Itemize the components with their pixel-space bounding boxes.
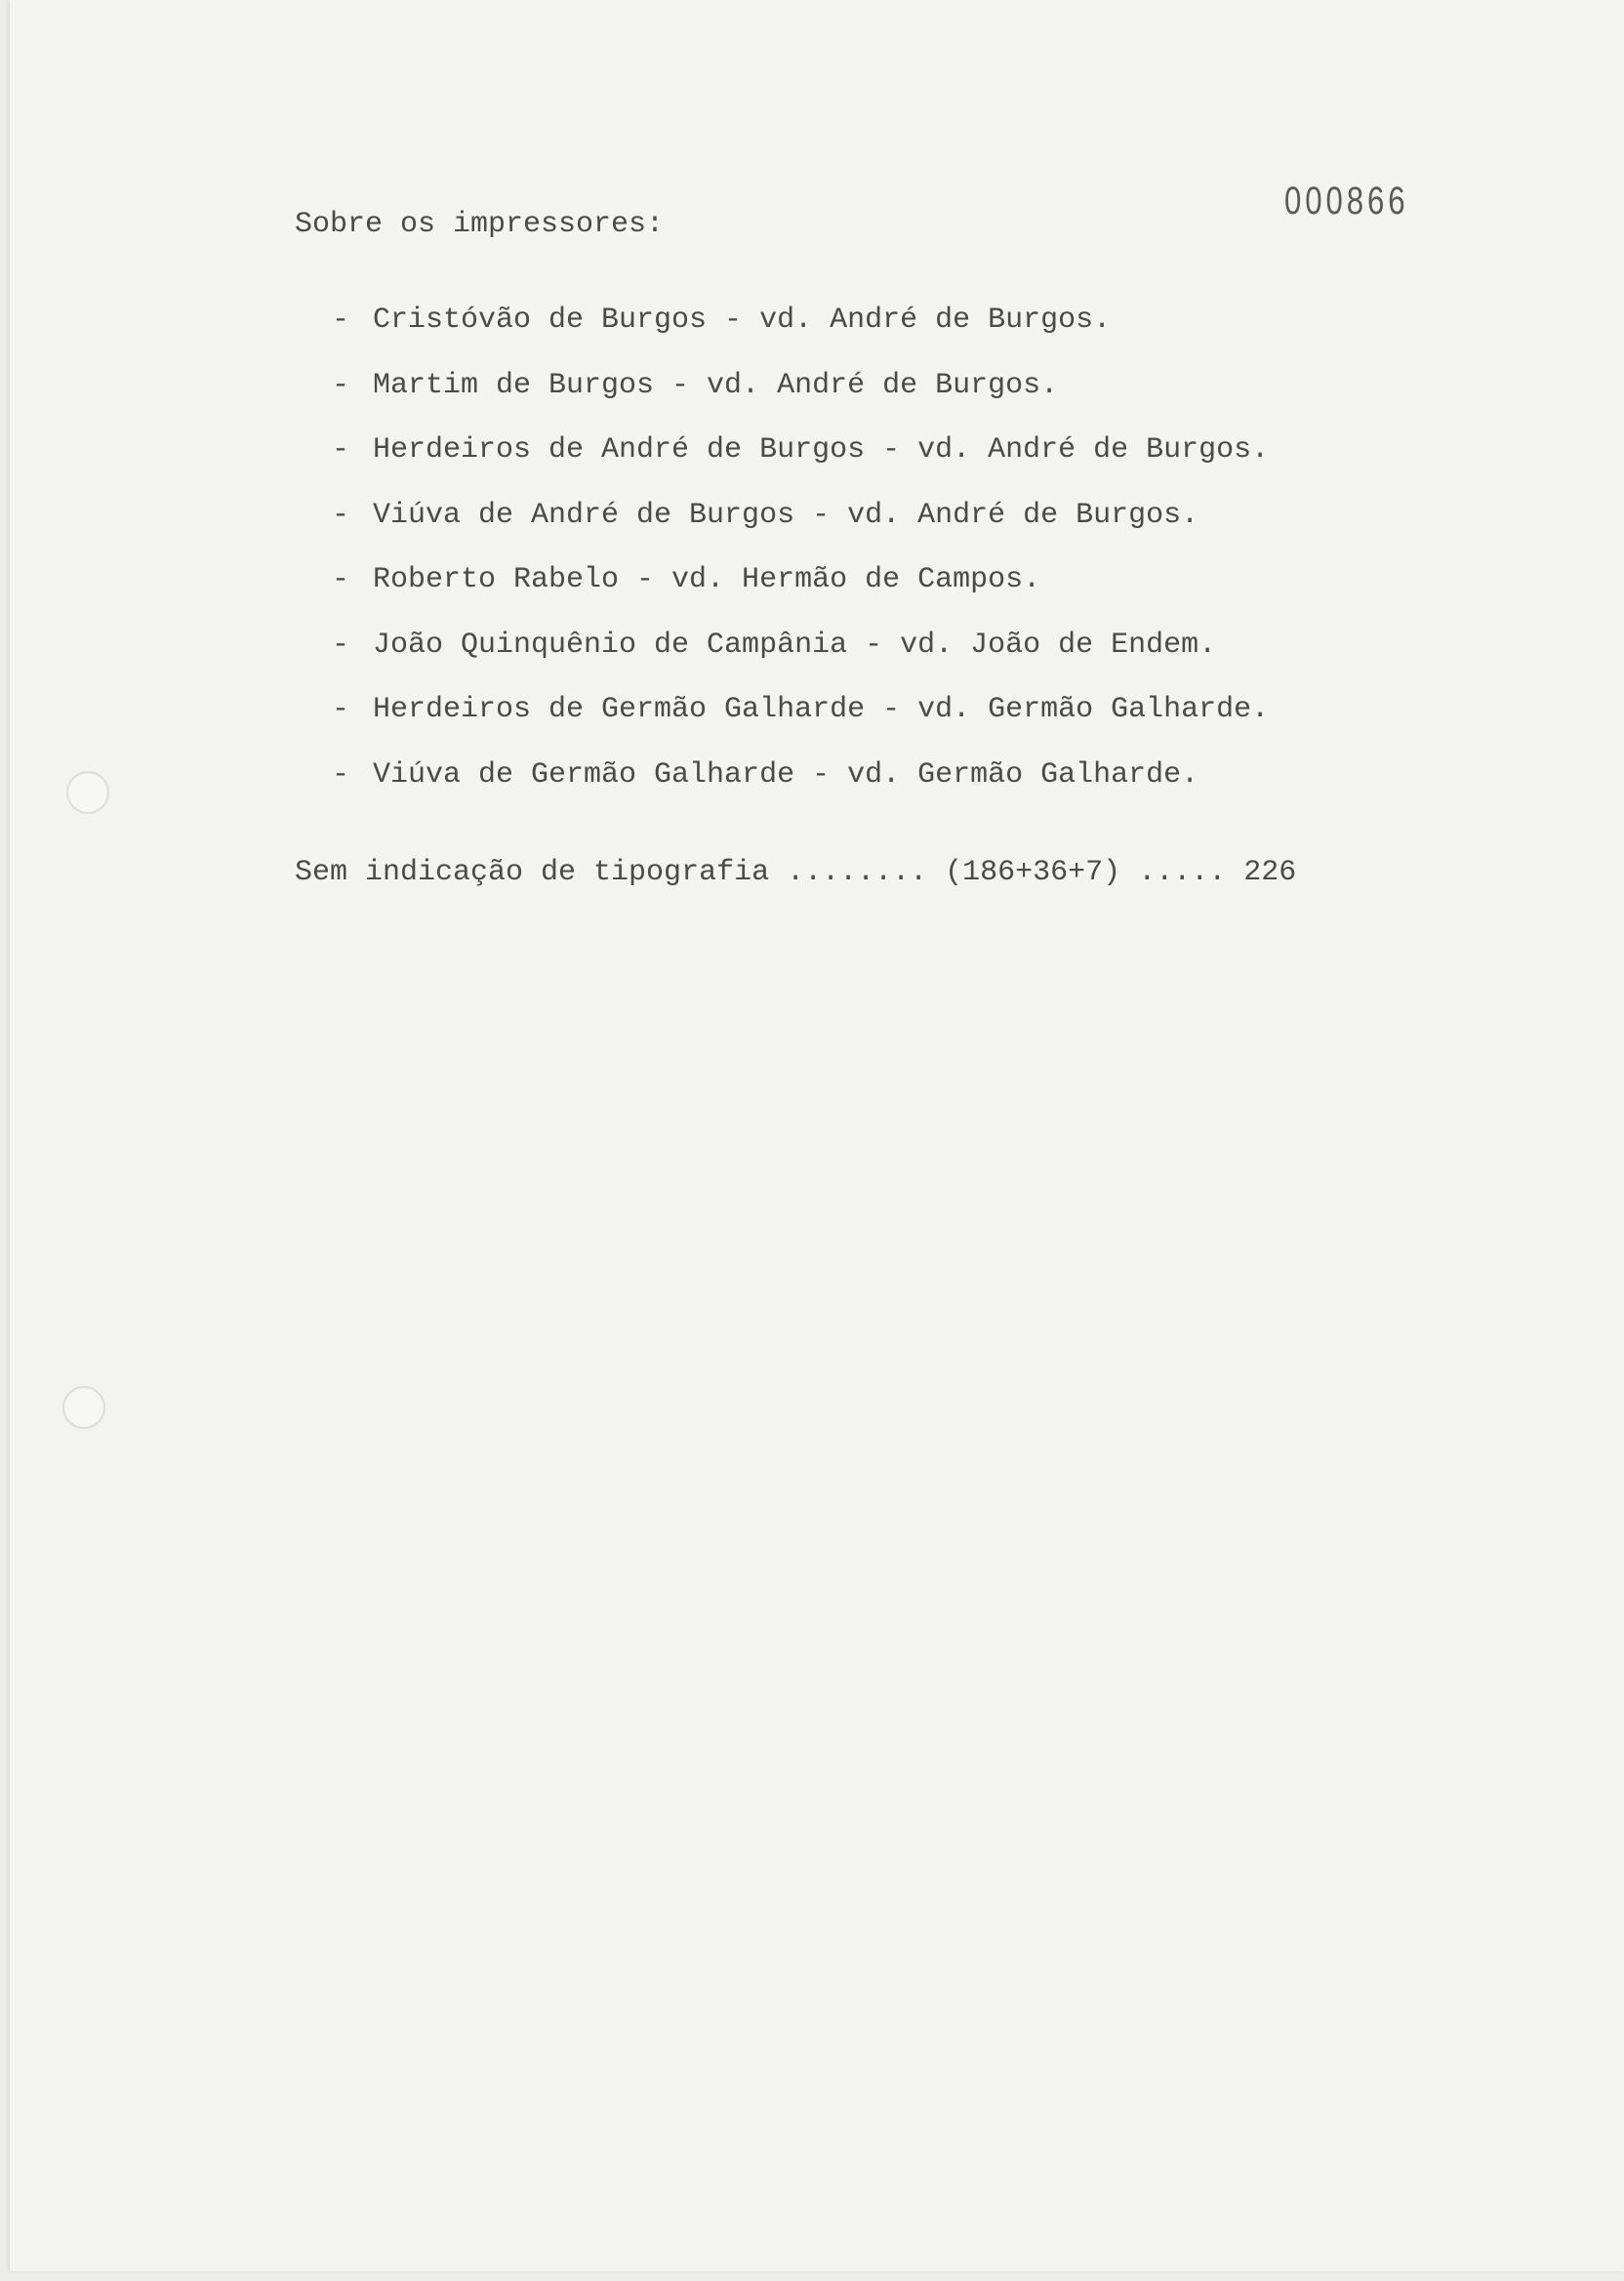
section-heading: Sobre os impressores:: [295, 208, 665, 241]
entry-text: Viúva de Germão Galharde - vd. Germão Galharde.: [373, 757, 1199, 792]
list-item: [332, 301, 1269, 366]
printer-entry-list: [332, 301, 1269, 820]
entry-dash: -: [332, 304, 350, 337]
entry-text: Martim de Burgos - vd. André de Burgos.: [373, 368, 1059, 402]
summary-leader: .....: [1138, 856, 1227, 889]
list-item: [332, 626, 1269, 691]
summary-label: Sem indicação de tipografia: [295, 856, 770, 889]
summary-total: 226: [1243, 856, 1297, 889]
entry-dash: -: [332, 628, 350, 662]
punch-hole-bottom: [62, 1386, 105, 1429]
list-item: [332, 430, 1269, 496]
list-item: [332, 496, 1269, 561]
entry-dash: -: [332, 433, 350, 467]
punch-hole-top: [66, 771, 109, 814]
entry-dash: -: [332, 498, 350, 532]
entry-text: João Quinquênio de Campânia - vd. João de Endem.: [373, 628, 1217, 662]
list-item: [332, 366, 1269, 431]
list-item: [332, 690, 1269, 755]
entry-dash: -: [332, 757, 350, 792]
list-item: [332, 560, 1269, 626]
page-number-stamp: 000866: [1284, 180, 1409, 223]
entry-text: Herdeiros de André de Burgos - vd. André de Burgos.: [373, 433, 1270, 467]
entry-dash: -: [332, 368, 350, 402]
entry-text: Roberto Rabelo - vd. Hermão de Campos.: [373, 563, 1041, 596]
entry-text: Viúva de André de Burgos - vd. André de Burgos.: [373, 498, 1199, 532]
summary-line: [295, 856, 1296, 889]
summary-breakdown: (186+36+7): [945, 856, 1121, 889]
summary-leader: ........: [787, 856, 928, 889]
list-item: [332, 755, 1269, 821]
entry-text: Herdeiros de Germão Galharde - vd. Germão Galharde.: [373, 693, 1270, 726]
entry-dash: -: [332, 563, 350, 596]
entry-text: Cristóvão de Burgos - vd. André de Burgos.: [373, 304, 1112, 337]
entry-dash: -: [332, 693, 350, 726]
